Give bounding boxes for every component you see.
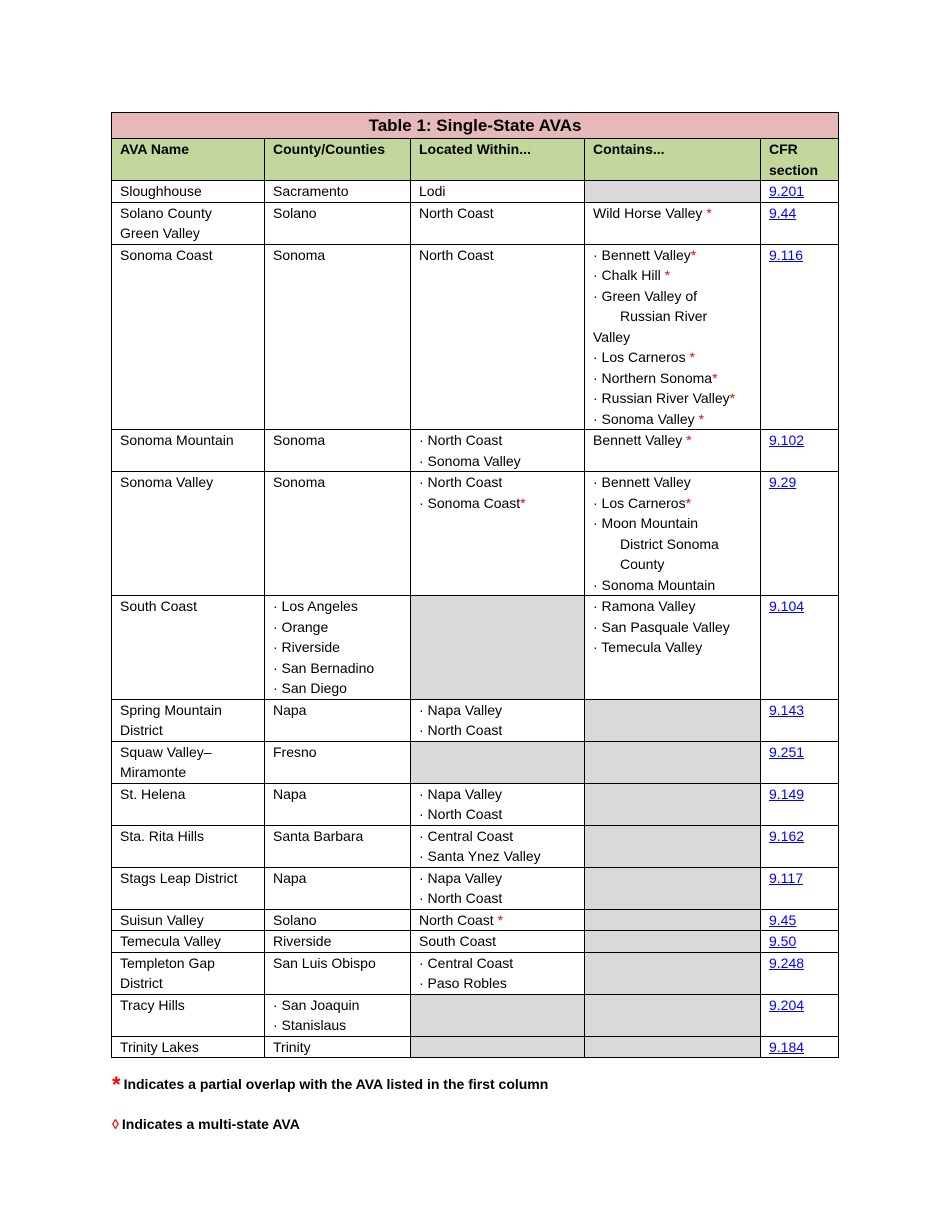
cell-line: Miramonte — [120, 764, 187, 780]
cell-line: Sonoma — [273, 246, 326, 263]
county-cell — [265, 909, 411, 931]
cell-line: · Orange — [273, 618, 329, 635]
cfr-section-link[interactable]: 9.251 — [769, 743, 805, 760]
partial-overlap-star-icon: * — [497, 911, 504, 928]
cell-line: Green Valley — [120, 225, 200, 241]
ava-name-cell — [112, 472, 265, 596]
cfr-section-cell — [761, 430, 839, 472]
cfr-section-cell — [761, 1036, 839, 1058]
ava-name-cell — [112, 596, 265, 700]
cfr-section-link[interactable]: 9.116 — [769, 246, 803, 263]
table-row — [112, 181, 839, 203]
cell-line: Solano — [273, 204, 317, 221]
cell-line: District Sonoma — [620, 535, 719, 552]
ava-name-cell — [112, 699, 265, 741]
partial-overlap-note — [112, 1072, 548, 1098]
cell-line: · Napa Valley — [419, 701, 503, 718]
cfr-section-cell — [761, 952, 839, 994]
cell-line: · Los Angeles — [273, 598, 358, 614]
cell-line: · Central Coast — [419, 827, 514, 844]
cell-line: · San Pasquale Valley — [593, 618, 730, 635]
cell-line: South Coast — [419, 933, 497, 949]
contains-cell — [585, 952, 761, 994]
cfr-section-cell — [761, 244, 839, 430]
cell-line: South Coast — [120, 598, 198, 614]
table-row — [112, 596, 839, 700]
contains-cell — [585, 867, 761, 909]
partial-overlap-star-icon: * — [706, 204, 712, 221]
cell-line: · Moon Mountain — [593, 515, 699, 531]
cell-line: Temecula Valley — [120, 933, 221, 949]
cfr-section-cell — [761, 202, 839, 244]
cell-line: Sonoma — [273, 474, 326, 490]
located-within-cell — [411, 952, 585, 994]
cell-line: · Sonoma Coast* — [419, 494, 526, 511]
contains-cell — [585, 1036, 761, 1058]
cell-line: Solano — [273, 911, 317, 928]
located-within-cell — [411, 596, 585, 700]
table-row — [112, 994, 839, 1036]
contains-cell — [585, 181, 761, 203]
cell-line: · Napa Valley — [419, 869, 503, 886]
contains-cell — [585, 783, 761, 825]
county-cell — [265, 430, 411, 472]
cell-line: · Paso Robles — [419, 975, 507, 991]
cfr-section-cell — [761, 472, 839, 596]
cell-line: County — [620, 556, 665, 572]
ava-name-cell — [112, 1036, 265, 1058]
ava-name-cell — [112, 741, 265, 783]
ava-name-cell — [112, 994, 265, 1036]
star-icon: * — [112, 1072, 121, 1097]
cell-line: · Bennett Valley* — [593, 246, 697, 263]
cell-line: · Northern Sonoma* — [593, 369, 718, 386]
header-cfr-section: CFR section — [761, 139, 839, 181]
table-row — [112, 430, 839, 472]
cell-line: · Sonoma Valley — [419, 452, 521, 469]
cell-line: Tracy Hills — [120, 996, 185, 1013]
contains-cell — [585, 244, 761, 430]
cfr-section-cell — [761, 867, 839, 909]
cell-line: Sacramento — [273, 183, 349, 199]
county-cell — [265, 783, 411, 825]
located-within-cell — [411, 909, 585, 931]
county-cell — [265, 181, 411, 203]
cell-line: · Bennett Valley — [593, 474, 691, 490]
cfr-section-link[interactable]: 9.104 — [769, 598, 805, 614]
located-within-cell — [411, 931, 585, 953]
cell-line: Sonoma Valley — [120, 474, 214, 490]
located-within-cell — [411, 699, 585, 741]
partial-overlap-star-icon: * — [690, 246, 697, 263]
table-row — [112, 699, 839, 741]
cfr-section-link[interactable]: 9.143 — [769, 701, 805, 718]
ava-name-cell — [112, 909, 265, 931]
county-cell — [265, 472, 411, 596]
county-cell — [265, 202, 411, 244]
cfr-section-link[interactable]: 9.29 — [769, 474, 797, 490]
cfr-section-cell — [761, 699, 839, 741]
ava-name-cell — [112, 181, 265, 203]
contains-cell — [585, 931, 761, 953]
cell-line: · Napa Valley — [419, 785, 503, 802]
ava-name-cell — [112, 952, 265, 994]
header-ava-name: AVA Name — [112, 139, 265, 181]
cell-line: Sonoma Mountain — [120, 432, 234, 448]
ava-name-cell — [112, 202, 265, 244]
cell-line: Suisun Valley — [120, 911, 204, 928]
table-row — [112, 909, 839, 931]
table-row — [112, 244, 839, 430]
ava-name-cell — [112, 867, 265, 909]
cell-line: Wild Horse Valley * — [593, 204, 712, 221]
header-contains: Contains... — [585, 139, 761, 181]
cfr-section-link[interactable]: 9.162 — [769, 827, 805, 844]
cell-line: Bennett Valley * — [593, 432, 692, 448]
cell-line: · North Coast — [419, 806, 503, 822]
cell-line: Spring Mountain — [120, 701, 222, 718]
cell-line: Trinity Lakes — [120, 1038, 199, 1055]
county-cell — [265, 244, 411, 430]
table-row — [112, 783, 839, 825]
contains-cell — [585, 472, 761, 596]
table-row — [112, 867, 839, 909]
ava-name-cell — [112, 783, 265, 825]
county-cell — [265, 741, 411, 783]
partial-overlap-star-icon: * — [698, 410, 705, 427]
cfr-section-link[interactable]: 9.149 — [769, 785, 805, 802]
county-cell — [265, 994, 411, 1036]
cell-line: Trinity — [273, 1038, 311, 1055]
table-body — [112, 181, 839, 1058]
cell-line: Napa — [273, 785, 307, 802]
ava-name-cell — [112, 244, 265, 430]
county-cell — [265, 699, 411, 741]
cfr-section-link[interactable]: 9.44 — [769, 204, 797, 221]
cell-line: · Stanislaus — [273, 1017, 347, 1033]
cell-line: St. Helena — [120, 785, 186, 802]
cell-line: · Sonoma Valley * — [593, 410, 705, 427]
multi-state-note — [112, 1116, 300, 1132]
cfr-section-link[interactable]: 9.45 — [769, 911, 797, 928]
located-within-cell — [411, 783, 585, 825]
cell-line: · Los Carneros* — [593, 494, 692, 511]
cell-line: · Riverside — [273, 639, 340, 655]
located-within-cell — [411, 430, 585, 472]
cell-line: Sloughhouse — [120, 183, 202, 199]
cell-line: Templeton Gap — [120, 954, 215, 971]
county-cell — [265, 867, 411, 909]
cfr-section-cell — [761, 181, 839, 203]
cell-line: · San Joaquin — [273, 996, 360, 1013]
cfr-section-cell — [761, 783, 839, 825]
cell-line: District — [120, 975, 163, 991]
located-within-cell — [411, 1036, 585, 1058]
cell-line: Valley — [593, 328, 631, 345]
cell-line: Sonoma — [273, 432, 326, 448]
county-cell — [265, 825, 411, 867]
located-within-cell — [411, 244, 585, 430]
cell-line: · Chalk Hill * — [593, 267, 671, 283]
cell-line: Santa Barbara — [273, 827, 364, 844]
cell-line: · North Coast — [419, 432, 503, 448]
partial-overlap-star-icon: * — [664, 267, 671, 283]
table-row — [112, 1036, 839, 1058]
table-row — [112, 202, 839, 244]
cell-line: North Coast — [419, 246, 494, 263]
table-title: Table 1: Single-State AVAs — [112, 113, 839, 139]
cell-line: · North Coast — [419, 890, 503, 906]
table-row — [112, 952, 839, 994]
located-within-cell — [411, 181, 585, 203]
table-row — [112, 931, 839, 953]
cell-line: Squaw Valley– — [120, 743, 212, 760]
cell-line: · Temecula Valley — [593, 639, 703, 655]
cell-line: · San Bernadino — [273, 659, 375, 676]
county-cell — [265, 1036, 411, 1058]
located-within-cell — [411, 994, 585, 1036]
ava-name-cell — [112, 931, 265, 953]
contains-cell — [585, 430, 761, 472]
cell-line: Fresno — [273, 743, 317, 760]
contains-cell — [585, 202, 761, 244]
table-row — [112, 825, 839, 867]
header-located-within: Located Within... — [411, 139, 585, 181]
cell-line: Sta. Rita Hills — [120, 827, 205, 844]
header-county: County/Counties — [265, 139, 411, 181]
cell-line: · Ramona Valley — [593, 598, 696, 614]
diamond-icon: ◊ — [112, 1116, 119, 1132]
cell-line: San Luis Obispo — [273, 954, 376, 971]
cfr-section-cell — [761, 909, 839, 931]
cell-line: · Green Valley of — [593, 287, 698, 304]
partial-overlap-star-icon: * — [689, 349, 695, 365]
ava-name-cell — [112, 825, 265, 867]
cell-line: · Santa Ynez Valley — [419, 848, 541, 864]
cell-line: · North Coast — [419, 722, 503, 738]
cell-line: North Coast * — [419, 911, 504, 928]
cfr-section-link[interactable]: 9.201 — [769, 183, 805, 199]
contains-cell — [585, 994, 761, 1036]
cfr-section-cell — [761, 931, 839, 953]
table-row — [112, 472, 839, 596]
cfr-section-link[interactable]: 9.50 — [769, 933, 797, 949]
cell-line: · North Coast — [419, 474, 503, 490]
cell-line: North Coast — [419, 204, 494, 221]
partial-overlap-star-icon: * — [712, 369, 718, 386]
contains-cell — [585, 909, 761, 931]
located-within-cell — [411, 741, 585, 783]
located-within-cell — [411, 202, 585, 244]
cell-line: Lodi — [419, 183, 446, 199]
contains-cell — [585, 699, 761, 741]
cfr-section-cell — [761, 596, 839, 700]
county-cell — [265, 952, 411, 994]
cell-line: Solano County — [120, 204, 212, 221]
cfr-section-link[interactable]: 9.204 — [769, 996, 805, 1013]
cell-line: Riverside — [273, 933, 332, 949]
partial-overlap-star-icon: * — [729, 390, 736, 406]
table-row — [112, 741, 839, 783]
cell-line: · Los Carneros * — [593, 349, 695, 365]
cell-line: Sonoma Coast — [120, 246, 213, 263]
county-cell — [265, 931, 411, 953]
contains-cell — [585, 596, 761, 700]
cell-line: District — [120, 722, 163, 738]
header-row — [112, 139, 839, 181]
located-within-cell — [411, 867, 585, 909]
cfr-section-cell — [761, 825, 839, 867]
cfr-section-cell — [761, 741, 839, 783]
cell-line: · San Diego — [273, 680, 347, 696]
cell-line: Stags Leap District — [120, 869, 238, 886]
located-within-cell — [411, 472, 585, 596]
cell-line: · Central Coast — [419, 954, 514, 971]
partial-overlap-star-icon: * — [520, 494, 526, 511]
cfr-section-cell — [761, 994, 839, 1036]
partial-overlap-star-icon: * — [685, 494, 692, 511]
contains-cell — [585, 825, 761, 867]
ava-table — [111, 112, 839, 1058]
cell-line: · Russian River Valley* — [593, 390, 736, 406]
cfr-section-link[interactable]: 9.102 — [769, 432, 805, 448]
cfr-section-link[interactable]: 9.248 — [769, 954, 805, 971]
cfr-section-link[interactable]: 9.184 — [769, 1038, 805, 1055]
located-within-cell — [411, 825, 585, 867]
multi-state-text: Indicates a multi-state AVA — [121, 1116, 300, 1132]
cell-line: Russian River — [620, 308, 708, 324]
partial-overlap-star-icon: * — [686, 432, 692, 448]
ava-name-cell — [112, 430, 265, 472]
cell-line: Napa — [273, 869, 307, 886]
cfr-section-link[interactable]: 9.117 — [769, 869, 803, 886]
partial-overlap-text: Indicates a partial overlap with the AVA listed in the first column — [123, 1076, 549, 1092]
cell-line: Napa — [273, 701, 307, 718]
contains-cell — [585, 741, 761, 783]
county-cell — [265, 596, 411, 700]
cell-line: · Sonoma Mountain — [593, 576, 716, 593]
